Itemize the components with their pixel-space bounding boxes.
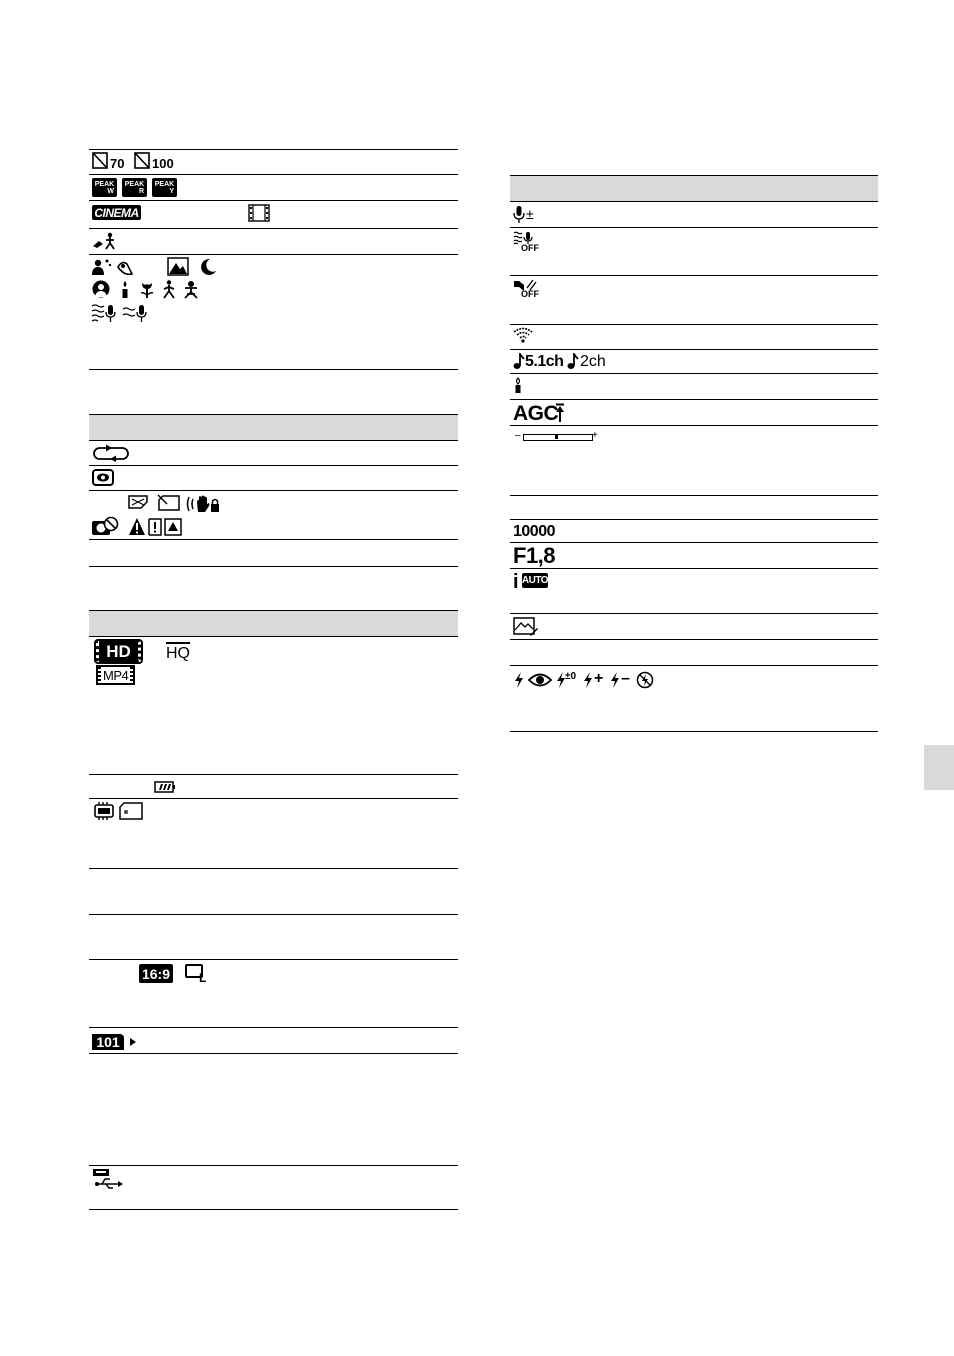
recording-disabled-icon bbox=[91, 516, 119, 537]
section-header bbox=[89, 610, 458, 637]
portrait-face-scene-icon bbox=[91, 280, 111, 299]
auto-mode-badge: AUTO bbox=[522, 573, 548, 588]
row-divider bbox=[510, 373, 878, 374]
music-note-icon bbox=[513, 353, 525, 370]
row-divider bbox=[89, 539, 458, 540]
row-divider bbox=[89, 200, 458, 201]
memory-warning-icon bbox=[127, 494, 149, 512]
row-divider bbox=[510, 542, 878, 543]
card-insert-warning-icon bbox=[146, 517, 164, 537]
usb-connection-icon bbox=[92, 1168, 124, 1192]
mic-level-sign: ± bbox=[526, 206, 534, 222]
mp4-format-icon: MP4 bbox=[96, 665, 135, 685]
flash-icon bbox=[609, 671, 621, 689]
flash-icon bbox=[582, 671, 594, 689]
spotlight-scene-icon bbox=[116, 259, 136, 276]
music-note-icon bbox=[567, 353, 579, 370]
row-divider bbox=[89, 490, 458, 491]
agc-label: AGC bbox=[513, 402, 559, 425]
aspect-ratio-icon: 16:9 bbox=[139, 964, 173, 983]
row-divider bbox=[510, 201, 878, 202]
row-divider bbox=[510, 349, 878, 350]
row-divider bbox=[510, 495, 878, 496]
row-divider bbox=[510, 568, 878, 569]
row-divider bbox=[510, 665, 878, 666]
chapter-tab bbox=[924, 745, 954, 790]
wind-mic-icon bbox=[91, 303, 121, 323]
internal-memory-icon bbox=[92, 802, 116, 820]
row-divider bbox=[89, 798, 458, 799]
row-divider bbox=[89, 1053, 458, 1054]
red-eye-reduction-icon bbox=[528, 672, 552, 688]
battery-icon bbox=[154, 781, 176, 793]
left-indicator-table bbox=[89, 0, 458, 1356]
candle-scene-icon bbox=[120, 280, 130, 299]
section-header bbox=[510, 175, 878, 202]
row-divider bbox=[510, 227, 878, 228]
wind-off-label: OFF bbox=[521, 243, 539, 253]
shutter-speed-value: 10000 bbox=[513, 523, 555, 540]
iris-value: F1,8 bbox=[513, 543, 556, 568]
nd-filter-icon bbox=[92, 152, 108, 169]
row-divider bbox=[510, 425, 878, 426]
flash-level-zero: ±0 bbox=[565, 671, 577, 682]
right-indicator-table bbox=[510, 0, 878, 1356]
exposure-level-bar: – + bbox=[515, 430, 598, 441]
peaking-badge-y: PEAK Y bbox=[152, 178, 177, 197]
peaking-badge-r: PEAK R bbox=[122, 178, 147, 197]
portrait-scene-icon bbox=[91, 258, 113, 276]
flash-icon bbox=[513, 671, 525, 689]
wireless-signal-icon bbox=[513, 327, 533, 343]
row-divider bbox=[510, 324, 878, 325]
peaking-badge-w: PEAK W bbox=[92, 178, 117, 197]
row-divider bbox=[89, 566, 458, 567]
landscape-scene-icon bbox=[167, 257, 189, 276]
row-divider bbox=[510, 399, 878, 400]
speaker-off-label: OFF bbox=[521, 289, 539, 299]
row-divider bbox=[89, 636, 458, 637]
row-divider bbox=[89, 254, 458, 255]
tracking-focus-icon bbox=[91, 232, 117, 250]
play-arrow-icon bbox=[129, 1037, 137, 1047]
camera-shake-warning-icon bbox=[186, 494, 220, 514]
row-divider bbox=[89, 1027, 458, 1028]
nd-filter-icon bbox=[134, 152, 150, 169]
table-bottom-rule bbox=[89, 1209, 458, 1210]
intelligent-auto-prefix: i bbox=[513, 571, 519, 593]
card-error-icon bbox=[157, 494, 181, 512]
microphone-icon bbox=[513, 205, 525, 224]
film-roll-icon bbox=[248, 204, 270, 222]
audio-51ch: 5.1ch bbox=[525, 353, 564, 370]
cinema-effect-icon: CINEMA bbox=[92, 205, 141, 220]
row-divider bbox=[89, 914, 458, 915]
row-divider bbox=[89, 149, 458, 150]
hd-format-icon: HD bbox=[96, 641, 141, 662]
row-divider bbox=[89, 959, 458, 960]
row-divider bbox=[89, 868, 458, 869]
nd-filter-value-1: 70 bbox=[110, 156, 125, 171]
row-divider bbox=[510, 275, 878, 276]
row-divider bbox=[89, 774, 458, 775]
row-divider bbox=[89, 440, 458, 441]
flash-level-plus: + bbox=[594, 670, 604, 687]
snow-scene-icon bbox=[182, 280, 200, 299]
wind-reduced-mic-icon bbox=[122, 303, 152, 323]
night-scene-icon bbox=[201, 258, 217, 275]
card-warning-icon bbox=[164, 517, 182, 537]
memory-card-icon bbox=[119, 802, 143, 820]
eye-display-icon bbox=[92, 469, 114, 486]
image-adjust-icon bbox=[513, 617, 539, 637]
image-size-icon: L bbox=[185, 964, 211, 984]
row-divider bbox=[510, 519, 878, 520]
agc-up-arrow-icon bbox=[555, 403, 565, 423]
nd-filter-value-2: 100 bbox=[152, 156, 174, 171]
row-divider bbox=[510, 639, 878, 640]
table-bottom-rule bbox=[510, 731, 878, 732]
hq-quality-icon: HQ bbox=[166, 642, 190, 664]
loop-repeat-icon bbox=[92, 444, 130, 462]
row-divider bbox=[89, 465, 458, 466]
low-light-candle-icon bbox=[514, 377, 522, 394]
folder-number-icon: 101 bbox=[92, 1034, 124, 1050]
row-divider bbox=[89, 228, 458, 229]
audio-2ch: 2ch bbox=[580, 353, 606, 370]
row-divider bbox=[89, 369, 458, 370]
flash-off-icon bbox=[636, 671, 654, 689]
sports-scene-icon bbox=[161, 280, 177, 299]
row-divider bbox=[89, 1165, 458, 1166]
section-header bbox=[89, 414, 458, 441]
macro-flower-scene-icon bbox=[139, 281, 155, 299]
flash-level-minus: – bbox=[621, 670, 630, 687]
row-divider bbox=[510, 613, 878, 614]
row-divider bbox=[89, 174, 458, 175]
